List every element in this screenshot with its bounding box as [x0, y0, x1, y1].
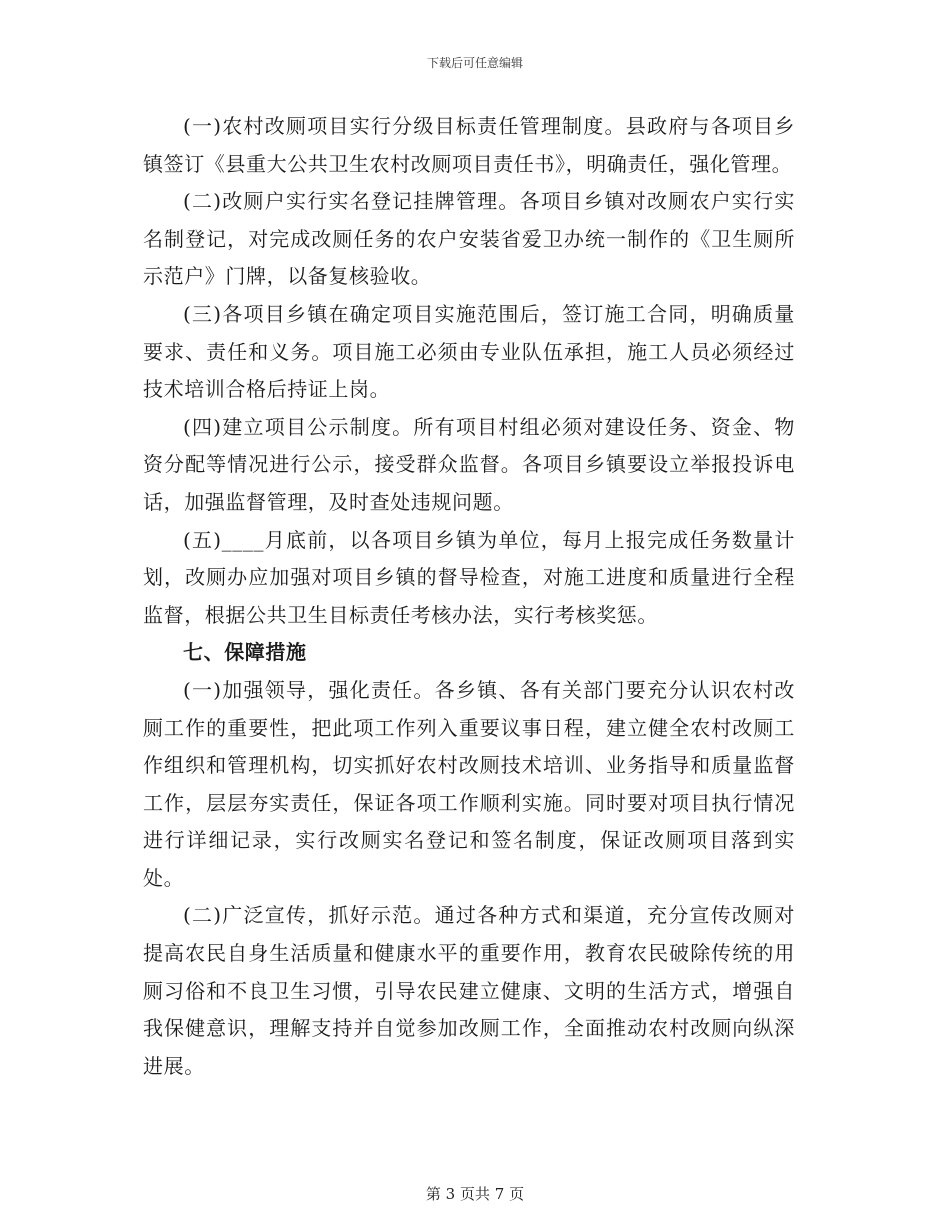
paragraph-6: (一)加强领导，强化责任。各乡镇、各有关部门要充分认识农村改厕工作的重要性，把此项工作列入重要议事日程，建立健全农村改厕工作组织和管理机构，切实抓好农村改厕技术培训、业务指导和质量监督工作，层层夯实责任，保证各项工作顺利实施。同时要对项目执行情况进行详细记录，实行改厕实名登记和签名制度，保证改厕项目落到实处。: [143, 677, 795, 890]
paragraph-5: (五)____月底前，以各项目乡镇为单位，每月上报完成任务数量计划，改厕办应加强对项目乡镇的督导检查，对施工进度和质量进行全程监督，根据公共卫生目标责任考核办法，实行考核奖惩。: [143, 527, 795, 627]
paragraph-1: (一)农村改厕项目实行分级目标责任管理制度。县政府与各项目乡镇签订《县重大公共卫生农村改厕项目责任书》，明确责任，强化管理。: [143, 114, 795, 176]
section-heading: 七、保障措施: [183, 640, 307, 665]
page-number: 第 3 页共 7 页: [425, 1185, 525, 1203]
page-header: 下载后可任意编辑: [426, 56, 523, 70]
paragraph-2: (二)改厕户实行实名登记挂牌管理。各项目乡镇对改厕农户实行实名制登记，对完成改厕任务的农户安装省爱卫办统一制作的《卫生厕所示范户》门牌，以备复核验收。: [143, 189, 795, 289]
paragraph-3: (三)各项目乡镇在确定项目实施范围后，签订施工合同，明确质量要求、责任和义务。项目施工必须由专业队伍承担，施工人员必须经过技术培训合格后持证上岗。: [143, 301, 795, 402]
paragraph-7: (二)广泛宣传，抓好示范。通过各种方式和渠道，充分宣传改厕对提高农民自身生活质量和健康水平的重要作用，教育农民破除传统的用厕习俗和不良卫生习惯，引导农民建立健康、文明的生活方式，增强自我保健意识，理解支持并自觉参加改厕工作，全面推动农村改厕向纵深进展。: [143, 903, 795, 1078]
paragraph-4: (四)建立项目公示制度。所有项目村组必须对建设任务、资金、物资分配等情况进行公示，接受群众监督。各项目乡镇要设立举报投诉电话，加强监督管理，及时查处违规问题。: [143, 414, 795, 514]
document-body: [143, 108, 795, 1085]
